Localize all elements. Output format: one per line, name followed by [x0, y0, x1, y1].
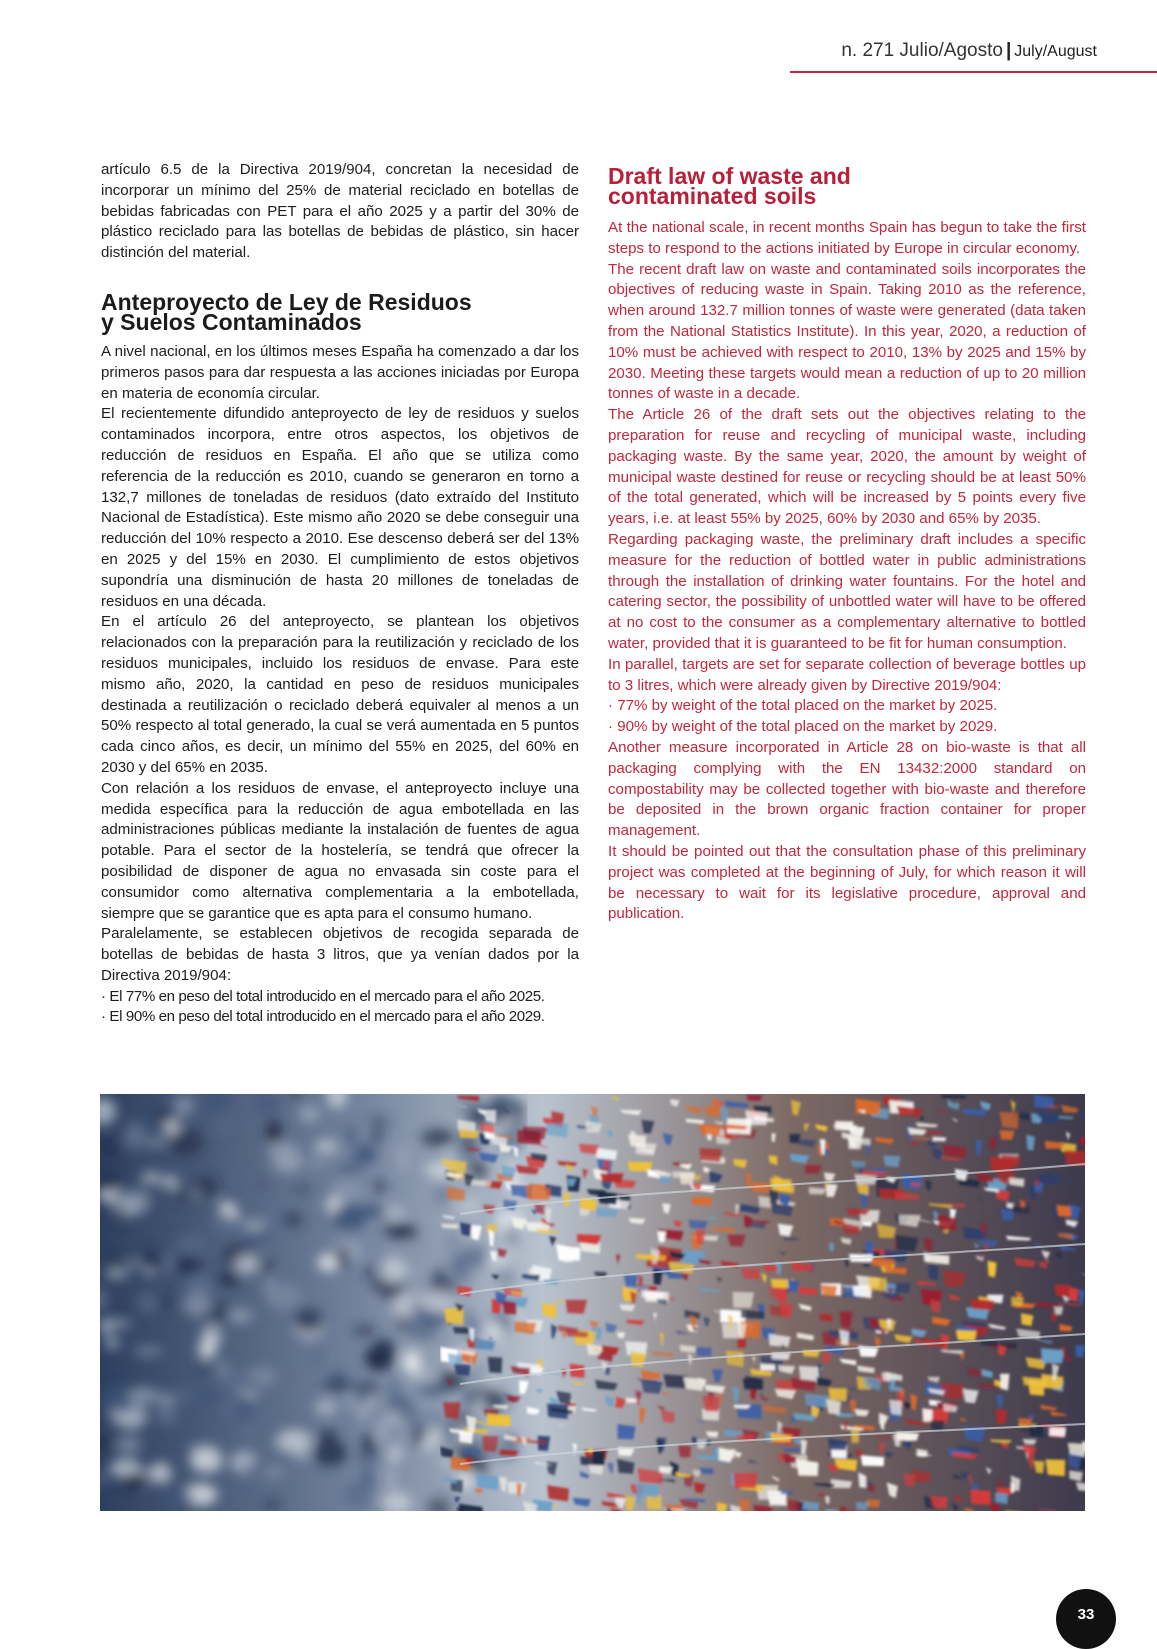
paragraph: Another measure incorporated in Article 28 on bio-waste is that all packaging complying with the EN 13432:2000 standard on compostability may be collected together with bio-waste and therefore be deposited in the brown organic fraction container for proper management.	[608, 738, 1086, 842]
issue-label: n. 271 Julio/Agosto	[841, 40, 1003, 61]
bullet-list	[101, 987, 579, 1029]
issue-label-en: July/August	[1014, 43, 1097, 60]
header-rule	[790, 71, 1157, 73]
page-number-badge	[1056, 1589, 1116, 1649]
heading-line: Anteproyecto de Ley de Residuos	[101, 289, 472, 315]
recycled-plastic-bales-photo	[100, 1094, 1085, 1511]
paragraph: The recent draft law on waste and contaminated soils incorporates the objectives of reducing waste in Spain. Taking 2010 as the reference, when around 132.7 million tonnes of waste were generated (data taken from the National Statistics Institute). In this year, 2020, a reduction of 10% must be achieved with respect to 2010, 13% by 2025 and 15% by 2030. Meeting these targets would mean a reduction of up to 20 million tonnes of waste in a decade.	[608, 260, 1086, 406]
bullet-item: · 90% by weight of the total placed on the market by 2029.	[608, 717, 1086, 738]
spanish-column	[101, 160, 579, 1028]
paragraph: In parallel, targets are set for separate collection of beverage bottles up to 3 litres, which were already given by Directive 2019/904:	[608, 655, 1086, 697]
spanish-section-heading	[101, 292, 579, 332]
paragraph: At the national scale, in recent months Spain has begun to take the first steps to respond to the actions initiated by Europe in circular economy.	[608, 218, 1086, 260]
intro-paragraph: artículo 6.5 de la Directiva 2019/904, concretan la necesidad de incorporar un mínimo del 25% de material reciclado en botellas de bebidas fabricadas con PET para el año 2025 y a partir del 30% de plástico reciclado para las botellas de bebidas de plástico, sin hacer distinción del material.	[101, 160, 579, 264]
paragraph: The Article 26 of the draft sets out the objectives relating to the preparation for reuse and recycling of municipal waste, including packaging waste. By the same year, 2020, the amount by weight of municipal waste destined for reuse or recycling should be at least 50% of the total generated, which will be increased by 5 points every five years, i.e. at least 55% by 2025, 60% by 2030 and 65% by 2035.	[608, 405, 1086, 530]
heading-line: Draft law of waste and	[608, 163, 851, 189]
paragraph: Con relación a los residuos de envase, el anteproyecto incluye una medida específica para la reducción de agua embotellada en las administraciones públicas mediante la instalación de fuentes de agua potable. Para el sector de la hostelería, se tendrá que ofrecer la posibilidad de disponer de agua no envasada sin coste para el consumidor como alternativa complementaria a la embotellada, siempre que se garantice que es apta para el consumo humano.	[101, 779, 579, 925]
paragraph: Regarding packaging waste, the preliminary draft includes a specific measure for the reduction of bottled water in public administrations through the installation of drinking water fountains. For the hotel and catering sector, the possibility of unbottled water will have to be offered at no cost to the consumer as a complementary alternative to bottled water, provided that it is guaranteed to be fit for human consumption.	[608, 530, 1086, 655]
paragraph: El recientemente difundido anteproyecto de ley de residuos y suelos contaminados incorpora, entre otros aspectos, los objetivos de reducción de residuos en España. El año que se utiliza como referencia de la reducción es 2010, cuando se generaron en torno a 132,7 millones de toneladas de residuos (dato extraído del Instituto Nacional de Estadística). Este mismo año 2020 se debe conseguir una reducción del 10% respecto a 2010. Ese descenso deberá ser del 13% en 2025 y del 15% en 2030. El cumplimiento de estos objetivos supondría una disminución de hasta 20 millones de toneladas de residuos en una década.	[101, 404, 579, 612]
english-column	[608, 166, 1086, 925]
bullet-item: · El 90% en peso del total introducido en el mercado para el año 2029.	[101, 1007, 579, 1028]
page-number: 33	[1078, 1606, 1095, 1623]
photo-illustration	[100, 1094, 1085, 1511]
paragraph: It should be pointed out that the consultation phase of this preliminary project was completed at the beginning of July, for which reason it will be necessary to wait for its legislative procedure, approval and publication.	[608, 842, 1086, 925]
heading-line: y Suelos Contaminados	[101, 309, 362, 335]
issue-header	[841, 40, 1097, 62]
paragraph: A nivel nacional, en los últimos meses España ha comenzado a dar los primeros pasos para dar respuesta a las acciones iniciadas por Europa en materia de economía circular.	[101, 342, 579, 404]
bullet-item: · El 77% en peso del total introducido en el mercado para el año 2025.	[101, 987, 579, 1008]
paragraph: En el artículo 26 del anteproyecto, se plantean los objetivos relacionados con la preparación para la reutilización y reciclado de los residuos municipales, incluido los residuos de envase. Para este mismo año, 2020, la cantidad en peso de residuos municipales destinada a reutilización o reciclado deberá equivaler al menos a un 50% respecto al total generado, la cual se verá aumentada en 5 puntos cada cinco años, es decir, un mínimo del 55% en 2025, del 60% en 2030 y del 65% en 2035.	[101, 612, 579, 778]
paragraph: Paralelamente, se establecen objetivos de recogida separada de botellas de bebidas de hasta 3 litros, que ya venían dados por la Directiva 2019/904:	[101, 924, 579, 986]
bullet-list	[608, 696, 1086, 738]
bullet-item: · 77% by weight of the total placed on the market by 2025.	[608, 696, 1086, 717]
heading-line: contaminated soils	[608, 183, 816, 209]
english-section-heading	[608, 166, 1086, 206]
issue-separator: |	[1006, 40, 1011, 61]
